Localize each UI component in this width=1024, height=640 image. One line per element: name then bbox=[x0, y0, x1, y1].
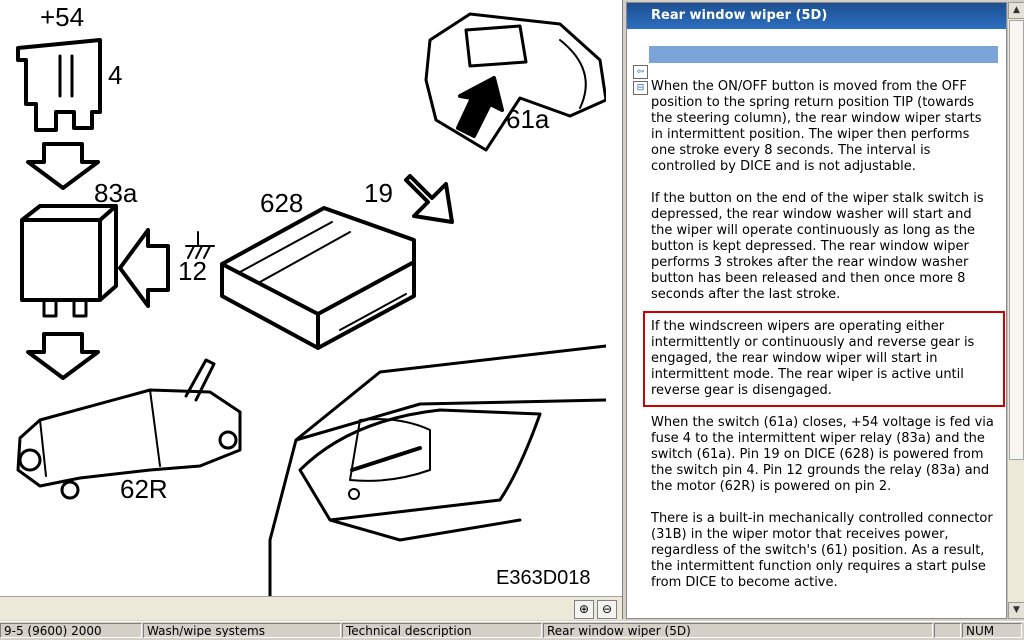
car-rear bbox=[270, 346, 606, 596]
document-title: Rear window wiper (5D) bbox=[627, 3, 1006, 29]
ground-pin-label: 12 bbox=[178, 256, 207, 286]
dice-pin-label: 19 bbox=[364, 178, 393, 208]
status-bar bbox=[0, 621, 1024, 640]
scroll-thumb[interactable] bbox=[1009, 20, 1024, 460]
wiper-motor bbox=[18, 390, 240, 486]
back-arrow-icon[interactable]: ⇦ bbox=[633, 65, 648, 79]
paragraph: When the ON/OFF button is moved from the OFF position to the spring return position TIP (towards the steering column), the rear window wiper starts in intermittent position. The wiper then performs one stroke every 8 seconds. The interval is controlled by DICE and is not adjustable. bbox=[651, 79, 982, 174]
status-topic: Rear window wiper (5D) bbox=[543, 623, 933, 638]
document-pane bbox=[626, 2, 1007, 619]
fuse-voltage-label: +54 bbox=[40, 2, 85, 32]
arrow-down-2 bbox=[28, 334, 98, 378]
zoom-out-button[interactable]: ⊖ bbox=[597, 600, 617, 619]
tree-icon[interactable]: ⊟ bbox=[633, 81, 648, 95]
scroll-up-button[interactable]: ▲ bbox=[1008, 2, 1024, 19]
fuse-number-label: 4 bbox=[108, 60, 123, 90]
status-empty bbox=[934, 623, 961, 638]
diagram-toolbar bbox=[0, 596, 622, 620]
scroll-down-button[interactable]: ▼ bbox=[1008, 602, 1024, 619]
vertical-scrollbar[interactable] bbox=[1007, 2, 1024, 619]
arrow-down-1 bbox=[28, 144, 98, 188]
highlighted-paragraph: If the windscreen wipers are operating either intermittently or continuously and reverse gear is engaged, the rear window wiper will start in intermittent mode. The rear wiper is active until reverse gear is disengaged. bbox=[651, 319, 997, 399]
status-type: Technical description bbox=[342, 623, 542, 638]
relay-shape bbox=[22, 206, 116, 300]
arrow-left bbox=[120, 230, 168, 306]
relay-label: 83a bbox=[94, 178, 138, 208]
motor-label: 62R bbox=[120, 474, 168, 504]
ground-symbol bbox=[186, 232, 214, 258]
arrow-switch bbox=[458, 78, 502, 136]
document-body bbox=[651, 79, 997, 607]
status-model: 9-5 (9600) 2000 bbox=[0, 623, 142, 638]
figure-id-label: E363D018 bbox=[496, 567, 591, 589]
paragraph: If the button on the end of the wiper stalk switch is depressed, the rear window washer will start and the wiper will operate continuously as long as the button is kept depressed. The rear window wiper performs 3 strokes after the rear window washer button has been released and then once more 8 seconds after the last stroke. bbox=[651, 191, 984, 302]
paragraph: When the switch (61a) closes, +54 voltage is fed via fuse 4 to the intermittent wiper relay (83a) and the switch (61a). Pin 19 on DICE (628) is powered from the switch pin 4. Pin 12 grounds the relay (83a) and the motor (62R) is powered on pin 2. bbox=[651, 415, 994, 494]
status-num: NUM bbox=[962, 623, 1022, 638]
arrow-dice bbox=[406, 176, 452, 222]
status-section: Wash/wipe systems bbox=[143, 623, 341, 638]
document-subheader-bar bbox=[649, 46, 998, 63]
dice-label: 628 bbox=[260, 188, 304, 218]
switch-label: 61a bbox=[506, 104, 550, 134]
paragraph: There is a built-in mechanically controlled connector (31B) in the wiper motor that receives power, regardless of the switch's (61) position. As a result, the intermittent function only requires a start pulse from DICE to become active. bbox=[651, 511, 993, 590]
zoom-in-button[interactable]: ⊕ bbox=[574, 600, 594, 619]
